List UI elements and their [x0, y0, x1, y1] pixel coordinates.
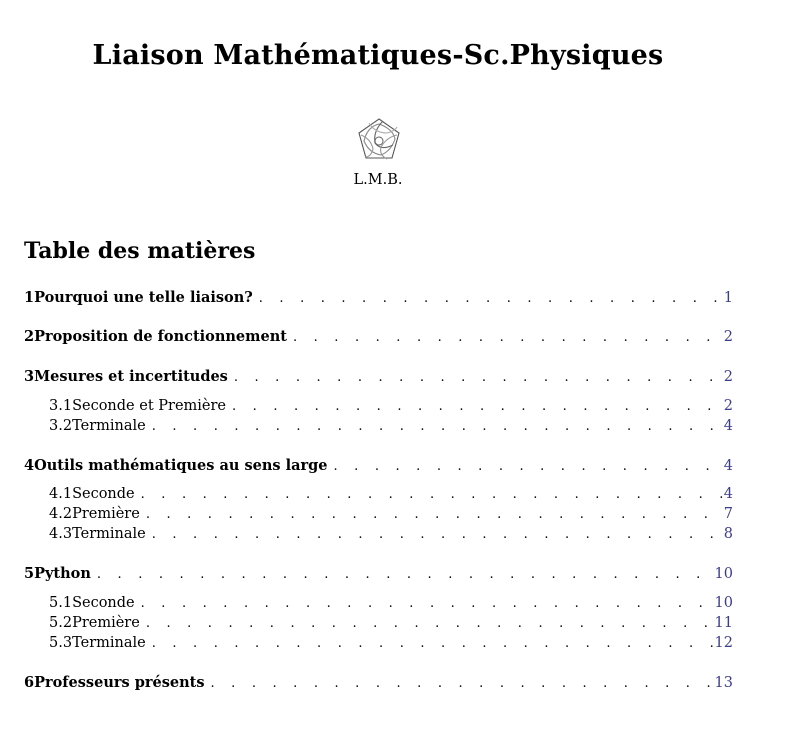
toc-dot-leader	[152, 634, 715, 654]
toc-entry-title: Première	[72, 506, 140, 522]
toc-subsection-entry[interactable]	[24, 484, 733, 504]
toc-entry-number: 2	[24, 328, 35, 345]
toc-entry-number: 3.2	[49, 418, 73, 434]
toc-entry-number: 3.1	[49, 398, 73, 414]
toc-page-number-link[interactable]: 13	[714, 675, 733, 691]
toc-subsection-entry[interactable]	[24, 593, 733, 613]
toc-page-number-link[interactable]: 12	[714, 635, 733, 651]
toc-page-number-link[interactable]: 2	[723, 329, 733, 345]
logo-label: L.M.B.	[353, 172, 403, 188]
toc-dot-leader	[293, 328, 724, 348]
toc-dot-leader	[141, 485, 724, 505]
toc-entry-title: Première	[72, 615, 140, 631]
toc-entry-number: 4.2	[49, 506, 73, 522]
toc-entry-number: 5.2	[49, 615, 73, 631]
toc-dot-leader	[234, 368, 724, 388]
toc-section-entry[interactable]	[24, 327, 733, 347]
toc-entry-title: Terminale	[72, 635, 146, 651]
toc-entry-title: Proposition de fonctionnement	[34, 328, 287, 345]
toc-section-entry[interactable]	[24, 564, 733, 584]
toc-entry-number: 5.1	[49, 595, 73, 611]
toc-dot-leader	[146, 614, 715, 634]
toc-dot-leader	[259, 289, 724, 309]
toc-section-entry[interactable]	[24, 456, 733, 476]
toc-entry-title: Professeurs présents	[34, 674, 205, 691]
toc-page-number-link[interactable]: 11	[714, 615, 733, 631]
toc-section-entry[interactable]	[24, 288, 733, 308]
toc-entry-title: Terminale	[72, 418, 146, 434]
toc-entry-number: 4.1	[49, 486, 73, 502]
toc-entry-number: 6	[24, 674, 35, 691]
toc-entry-number: 5.3	[49, 635, 73, 651]
toc-dot-leader	[334, 457, 724, 477]
toc-page-number-link[interactable]: 8	[723, 526, 733, 542]
toc-heading: Table des matières	[24, 238, 256, 264]
toc-subsection-entry[interactable]	[24, 504, 733, 524]
toc-dot-leader	[152, 525, 724, 545]
toc-page-number-link[interactable]: 7	[723, 506, 733, 522]
toc-entry-title: Mesures et incertitudes	[34, 368, 228, 385]
toc-page-number-link[interactable]: 4	[723, 458, 733, 474]
toc-subsection-entry[interactable]	[24, 396, 733, 416]
toc-section-entry[interactable]	[24, 367, 733, 387]
toc-entry-title: Terminale	[72, 526, 146, 542]
toc-page-number-link[interactable]: 2	[723, 369, 733, 385]
toc-subsection-entry[interactable]	[24, 633, 733, 653]
toc-entry-title: Seconde	[72, 486, 135, 502]
toc-entry-number: 1	[24, 289, 35, 306]
toc-subsection-entry[interactable]	[24, 524, 733, 544]
toc-entry-title: Outils mathématiques au sens large	[34, 457, 328, 474]
toc-entry-number: 3	[24, 368, 35, 385]
toc-page-number-link[interactable]: 10	[714, 595, 733, 611]
toc-page-number-link[interactable]: 1	[723, 290, 733, 306]
lmb-logo-icon	[353, 115, 405, 167]
toc-entry-number: 4.3	[49, 526, 73, 542]
toc-dot-leader	[97, 565, 715, 585]
toc-entry-title: Seconde et Première	[72, 398, 227, 414]
document-title: Liaison Mathématiques-Sc.Physiques	[92, 40, 664, 71]
toc-section-entry[interactable]	[24, 673, 733, 693]
toc-dot-leader	[141, 594, 715, 614]
toc-dot-leader	[232, 397, 724, 417]
toc-entry-number: 5	[24, 565, 35, 582]
toc-dot-leader	[146, 505, 724, 525]
toc-page-number-link[interactable]: 2	[723, 398, 733, 414]
toc-subsection-entry[interactable]	[24, 613, 733, 633]
toc-entry-title: Seconde	[72, 595, 135, 611]
toc-entry-title: Pourquoi une telle liaison?	[34, 289, 253, 306]
toc-dot-leader	[211, 674, 715, 694]
toc-subsection-entry[interactable]	[24, 416, 733, 436]
toc-page-number-link[interactable]: 4	[723, 486, 733, 502]
toc-entry-number: 4	[24, 457, 35, 474]
toc-dot-leader	[152, 417, 724, 437]
toc-entry-title: Python	[34, 565, 91, 582]
toc-page-number-link[interactable]: 4	[723, 418, 733, 434]
toc-page-number-link[interactable]: 10	[714, 566, 733, 582]
